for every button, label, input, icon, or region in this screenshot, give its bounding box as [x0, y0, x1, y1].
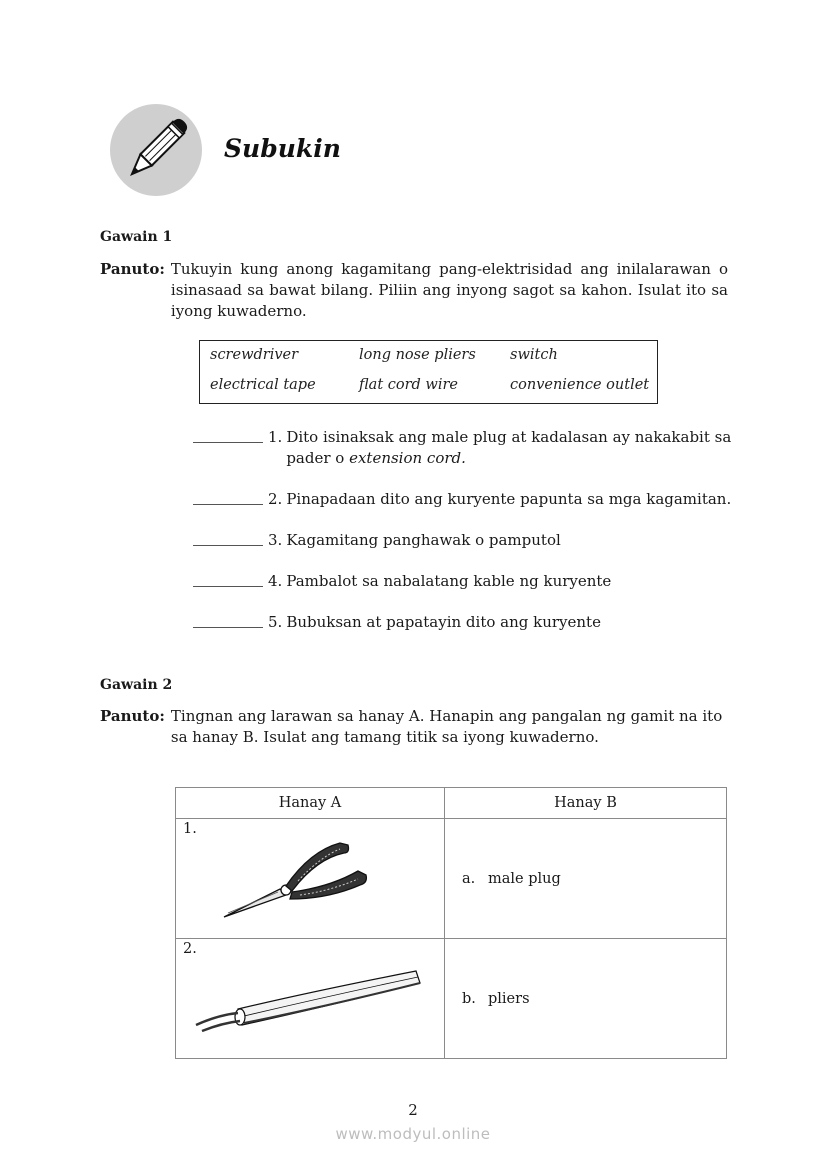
- column-header-a: Hanay A: [176, 788, 445, 819]
- question-item: [193, 612, 733, 633]
- table-row: [176, 939, 727, 1059]
- question-item: [193, 427, 733, 469]
- hanay-a-cell: [176, 819, 445, 939]
- column-header-b: Hanay B: [445, 788, 727, 819]
- flat-cord-wire-illustration: [194, 963, 424, 1033]
- matching-table: [175, 787, 727, 1059]
- choice-text: male plug: [488, 870, 561, 887]
- answer-blank[interactable]: [193, 530, 263, 546]
- word-bank-item: flat cord wire: [359, 377, 458, 393]
- instructions-label: Panuto:: [100, 260, 165, 278]
- question-text: [286, 427, 733, 469]
- question-text: Kagamitang panghawak o pamputol: [286, 531, 561, 549]
- question-item: [193, 571, 733, 592]
- table-row: [176, 819, 727, 939]
- choice-text: pliers: [488, 990, 530, 1007]
- instructions-text: Tingnan ang larawan sa hanay A. Hanapin ang pangalan ng gamit na ito sa hanay B. Isulat ang tamang titik sa iyong kuwaderno.: [170, 707, 723, 746]
- answer-blank[interactable]: [193, 427, 263, 443]
- answer-blank[interactable]: [193, 571, 263, 587]
- gawain-1-instructions: [100, 259, 728, 322]
- question-number: 2.: [268, 490, 283, 508]
- question-number: 5.: [268, 613, 283, 631]
- watermark: www.modyul.online: [335, 1125, 491, 1143]
- question-number: 1.: [268, 428, 283, 446]
- hanay-b-cell: [445, 939, 727, 1059]
- word-bank-box: [199, 340, 658, 404]
- question-item: [193, 530, 733, 551]
- word-bank-item: long nose pliers: [359, 347, 476, 363]
- question-text: Pinapadaan dito ang kuryente papunta sa mga kagamitan.: [286, 490, 732, 508]
- item-number: 2.: [183, 941, 197, 957]
- hanay-a-cell: [176, 939, 445, 1059]
- question-text-main: Dito isinaksak ang male plug at kadalasan ay nakakabit sa pader o: [286, 428, 732, 467]
- question-number: 4.: [268, 572, 283, 590]
- hanay-b-cell: [445, 819, 727, 939]
- question-text: Pambalot sa nabalatang kable ng kuryente: [286, 572, 612, 590]
- choice-option: [445, 871, 726, 887]
- table-header-row: [176, 788, 727, 819]
- section-icon-badge: [110, 104, 202, 196]
- choice-letter: b.: [462, 990, 476, 1007]
- long-nose-pliers-illustration: [220, 837, 372, 923]
- word-bank-item: switch: [510, 347, 558, 363]
- word-bank-item: convenience outlet: [510, 377, 650, 393]
- choice-option: [445, 991, 726, 1007]
- gawain-2-title: Gawain 2: [100, 677, 173, 693]
- choice-letter: a.: [462, 870, 476, 887]
- instructions-label: Panuto:: [100, 707, 165, 725]
- page-number: 2: [408, 1101, 418, 1119]
- pencil-icon: [110, 104, 202, 196]
- gawain-2-instructions: [100, 706, 728, 748]
- question-text-italic: extension cord.: [349, 449, 466, 467]
- instructions-text: Tukuyin kung anong kagamitang pang-elektrisidad ang inilalarawan o isinasaad sa bawat bilang. Piliin ang inyong sagot sa kahon. Isulat ito sa iyong kuwaderno.: [170, 260, 728, 320]
- word-bank-item: electrical tape: [210, 377, 316, 393]
- gawain-1-title: Gawain 1: [100, 229, 173, 245]
- item-number: 1.: [183, 821, 197, 837]
- question-text: Bubuksan at papatayin dito ang kuryente: [286, 613, 601, 631]
- answer-blank[interactable]: [193, 612, 263, 628]
- section-title: Subukin: [224, 134, 341, 163]
- word-bank-item: screwdriver: [210, 347, 299, 363]
- question-item: [193, 489, 733, 510]
- question-number: 3.: [268, 531, 283, 549]
- answer-blank[interactable]: [193, 489, 263, 505]
